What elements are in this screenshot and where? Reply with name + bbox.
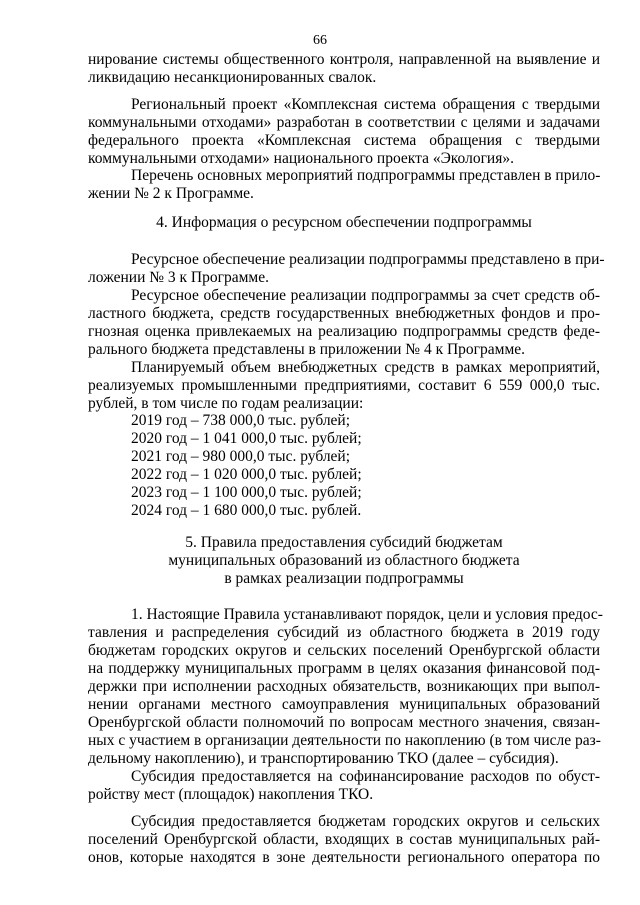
year-item: 2021 год – 980 000,0 тыс. рублей; <box>131 448 351 465</box>
text-line: гнозная оценка привлекаемых на реализацию подпрограммы средств феде- <box>88 323 600 340</box>
text-line: жении № 2 к Программе. <box>88 185 254 202</box>
text-line: ных с участием в организации деятельности по накоплению (в том числе раз- <box>88 732 601 749</box>
year-item: 2019 год – 738 000,0 тыс. рублей; <box>131 412 351 429</box>
text-line: 1. Настоящие Правила устанавливают порядок, цели и условия предос- <box>131 606 603 623</box>
text-line: коммунальными отходами» национального проекта «Экология». <box>88 150 514 167</box>
section-heading: 4. Информация о ресурсном обеспечении подпрограммы <box>156 214 532 231</box>
text-line: онов, которые находятся в зоне деятельности регионального оператора по <box>88 849 600 866</box>
text-line: федерального проекта «Комплексная система обращения с твердыми <box>88 132 600 149</box>
text-line: рублей, в том числе по годам реализации: <box>88 395 364 412</box>
year-item: 2022 год – 1 020 000,0 тыс. рублей; <box>131 466 362 483</box>
section-heading: в рамках реализации подпрограммы <box>224 570 464 587</box>
section-heading: 5. Правила предоставления субсидий бюджетам <box>185 534 503 551</box>
text-line: Региональный проект «Комплексная система обращения с твердыми <box>131 96 600 113</box>
text-line: Планируемый объем внебюджетных средств в рамках мероприятий, <box>131 359 600 376</box>
text-line: рального бюджета представлены в приложении № 4 к Программе. <box>88 341 526 358</box>
text-line: ложении № 3 к Программе. <box>88 269 269 286</box>
section-heading: муниципальных образований из областного бюджета <box>168 552 520 569</box>
text-line: Ресурсное обеспечение реализации подпрограммы представлено в при- <box>131 251 605 268</box>
text-line: реализуемых промышленными предприятиями, составит 6 559 000,0 тыс. <box>88 377 600 394</box>
text-line: ликвидацию несанкционированных свалок. <box>88 69 377 86</box>
text-line: дельному накоплению), и транспортированию ТКО (далее – субсидия). <box>88 750 559 767</box>
text-line: поселений Оренбургской области, входящих в состав муниципальных рай- <box>88 831 600 848</box>
text-line: держки при исполнении расходных обязательств, возникающих при выпол- <box>88 678 600 695</box>
text-line: на поддержку муниципальных программ в целях оказания финансовой под- <box>88 660 600 677</box>
text-line: Субсидия предоставляется на софинансирование расходов по обуст- <box>131 768 600 785</box>
page-number: 66 <box>313 33 327 48</box>
text-line: коммунальными отходами» разработан в соответствии с целями и задачами <box>88 114 600 131</box>
text-line: бюджетам городских округов и сельских поселений Оренбургской области <box>88 642 600 659</box>
text-line: Субсидия предоставляется бюджетам городских округов и сельских <box>131 813 600 830</box>
text-line: Перечень основных мероприятий подпрограммы представлен в прило- <box>131 167 601 184</box>
text-line: Оренбургской области полномочий по вопросам местного значения, связан- <box>88 714 600 731</box>
year-item: 2020 год – 1 041 000,0 тыс. рублей; <box>131 430 362 447</box>
text-line: Ресурсное обеспечение реализации подпрограммы за счет средств об- <box>131 287 600 304</box>
text-line: нирование системы общественного контроля, направленной на выявление и <box>88 51 600 68</box>
text-line: тавления и распределения субсидий из областного бюджета в 2019 году <box>88 624 600 641</box>
text-line: ройству мест (площадок) накопления ТКО. <box>88 786 374 803</box>
text-line: нении органами местного самоуправления муниципальных образований <box>88 696 600 713</box>
year-item: 2023 год – 1 100 000,0 тыс. рублей; <box>131 484 362 501</box>
text-line: ластного бюджета, средств государственных внебюджетных фондов и про- <box>88 305 600 322</box>
year-item: 2024 год – 1 680 000,0 тыс. рублей. <box>131 502 362 519</box>
